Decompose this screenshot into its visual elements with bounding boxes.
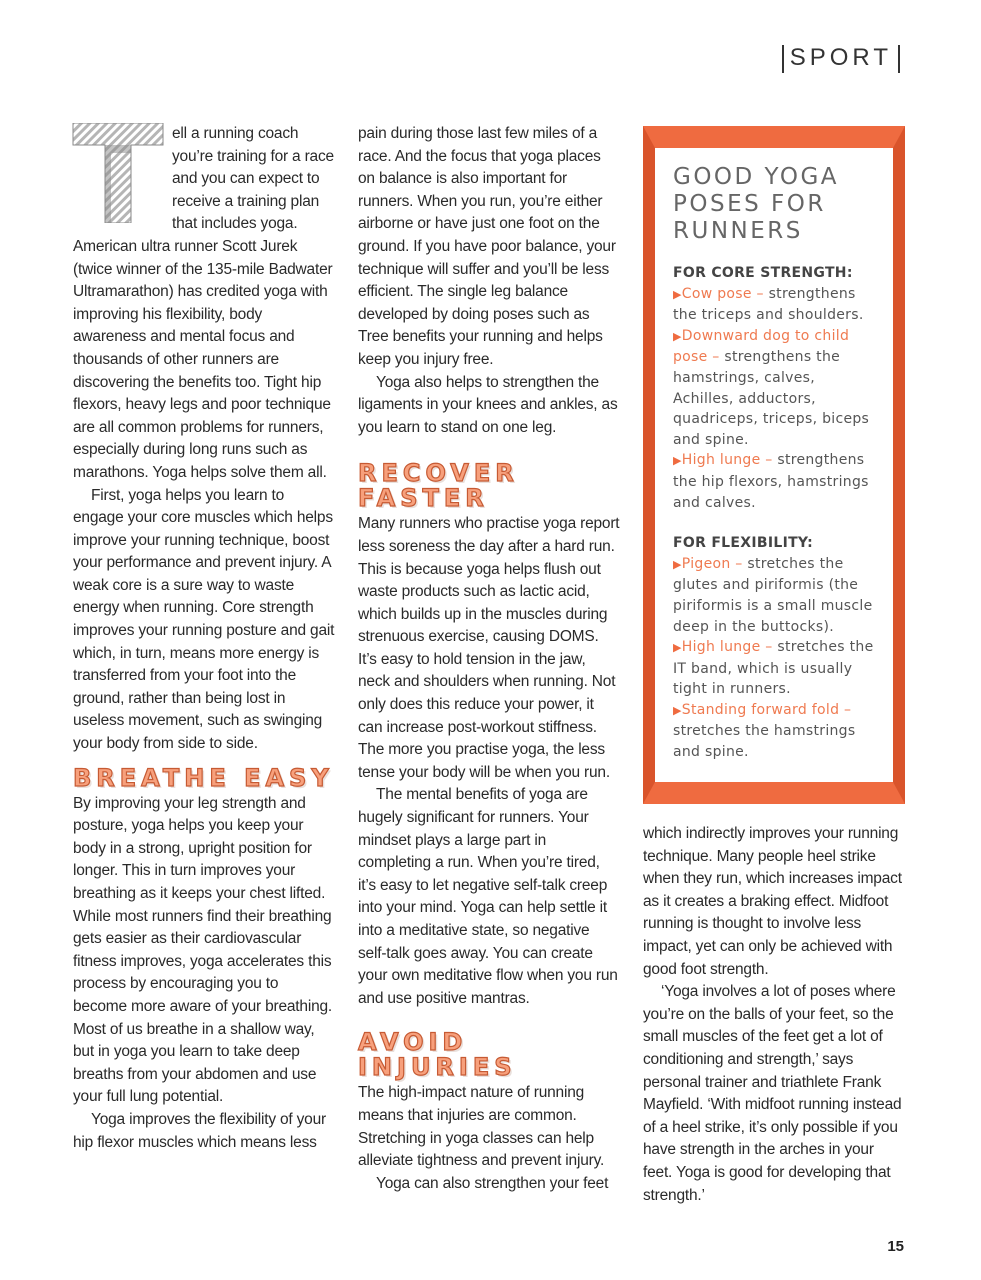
triangle-bullet-icon: ▶ (673, 703, 682, 717)
heading-recover-faster: RECOVER FASTER (358, 459, 519, 513)
sidebar-box (643, 126, 905, 804)
column-2 (358, 123, 620, 1195)
section-label: SPORT (789, 44, 892, 71)
pose-item: ▶Cow pose – strengthens the triceps and shoulders. (673, 285, 864, 324)
triangle-bullet-icon: ▶ (673, 454, 682, 468)
triangle-bullet-icon: ▶ (673, 329, 682, 343)
sidebar-content (655, 148, 893, 782)
column-1 (73, 123, 335, 1154)
paragraph: Yoga also helps to strengthen the ligaments in your knees and ankles, as you learn to stand on one leg. (358, 373, 618, 436)
paragraph: The mental benefits of yoga are hugely significant for runners. Your mindset plays a large part in completing a run. When you’re tired, it’s easy to let negative self-talk creep into your mind. Yoga can help settle it into a meditative state, so negative self-talk goes away. You can create your own meditative flow when you run and use positive mantras. (358, 786, 618, 1007)
triangle-bullet-icon: ▶ (673, 641, 682, 655)
sidebar-title: GOOD YOGA POSES FOR RUNNERS (673, 164, 840, 244)
section-tag (776, 44, 906, 73)
pose-item: ▶Downward dog to child pose – strengthens the hamstrings, calves, Achilles, adductors, quadriceps, triceps, biceps and spine. (673, 327, 870, 448)
paragraph: First, yoga helps you learn to engage your core muscles which helps improve your running technique, boost your performance and prevent injury. A weak core is a sure way to waste energy when running. Core strength improves your running posture and gait which, in turn, means more energy is transferred from your foot into the ground, rather than being lost in useless movement, such as swinging your body from side to side. (73, 486, 335, 753)
dropcap-t-graphic (71, 123, 166, 223)
pose-item: ▶Pigeon – stretches the glutes and piriformis (the piriformis is a small muscle deep in the buttocks). (673, 555, 873, 635)
column-3 (643, 823, 905, 1207)
pose-item: ▶High lunge – strengthens the hip flexors, hamstrings and calves. (673, 452, 869, 511)
group-label-core: FOR CORE STRENGTH: (673, 265, 853, 281)
group-label-flexibility: FOR FLEXIBILITY: (673, 535, 814, 552)
triangle-bullet-icon: ▶ (673, 557, 682, 571)
paragraph: pain during those last few miles of a race. And the focus that yoga places on balance is also important for runners. When you run, you’re either airborne or have just one foot on the ground. If you have poor balance, your technique will suffer and you’ll be less efficient. The single leg balance developed by doing poses such as Tree benefits your running and helps keep you injury free. (358, 125, 616, 368)
flexibility-poses-list (673, 554, 879, 763)
intro-paragraph: ell a running coach you’re training for a race and you can expect to receive a training plan that includes yoga. American ultra runner Scott Jurek (twice winner of the 135-mile Badwater Ultramarathon) has credited yoga with improving his flexibility, body awareness and mental focus and thousands of other runners are discovering the benefits too. Tight hip flexors, heavy legs and poor technique are all common problems for runners, especially during long runs such as marathons. Yoga helps solve them all. (73, 125, 334, 481)
dropcap (71, 123, 166, 223)
page-number: 15 (887, 1238, 904, 1255)
heading-breathe-easy: BREATHE EASY (73, 763, 334, 792)
triangle-bullet-icon: ▶ (673, 287, 682, 301)
core-poses-list (673, 284, 879, 514)
paragraph: By improving your leg strength and posture, yoga helps you keep your body in a strong, upright position for longer. This in turn improves your breathing as it keeps your chest lifted. While most runners find their breathing gets easier as their cardiovascular fitness improves, yoga accelerates this process by encouraging you to become more aware of your breathing. Most of us breathe in a shallow way, but in yoga you learn to take deep breaths from your abdomen and use your full lung potential. (73, 794, 333, 1106)
pose-item: ▶Standing forward fold – stretches the hamstrings and spine. (673, 701, 856, 761)
paragraph: ‘Yoga involves a lot of poses where you’re on the balls of your feet, so the small muscles of the feet get a lot of conditioning and strength,’ says personal trainer and triathlete Frank Mayfield. ‘With midfoot running instead of a heel strike, it’s only possible if you have strength in the arches in your feet. Yoga is good for developing that strength.’ (643, 983, 902, 1204)
paragraph: Yoga can also strengthen your feet (376, 1174, 609, 1192)
pose-item: ▶High lunge – stretches the IT band, which is usually tight in runners. (673, 639, 874, 698)
paragraph: which indirectly improves your running technique. Many people heel strike when they run, which increases impact as it creates a braking effect. Midfoot running is thought to involve less impact, yet can only be achieved with good foot strength. (643, 825, 902, 978)
paragraph: Many runners who practise yoga report less soreness the day after a hard run. This is because yoga helps flush out waste products such as lactic acid, which builds up in the muscles during strenuous exercise, causing DOMS. It’s easy to hold tension in the jaw, neck and shoulders when running. Not only does this reduce your power, it can increase post-workout stiffness. The more you practise yoga, the less tense your body will be when you run. (358, 515, 620, 781)
paragraph: The high-impact nature of running means that injuries are common. Stretching in yoga classes can help alleviate tightness and prevent injury. (358, 1084, 605, 1170)
heading-avoid-injuries: AVOID INJURIES (358, 1028, 517, 1082)
paragraph: Yoga improves the flexibility of your hip flexor muscles which means less (73, 1110, 326, 1151)
